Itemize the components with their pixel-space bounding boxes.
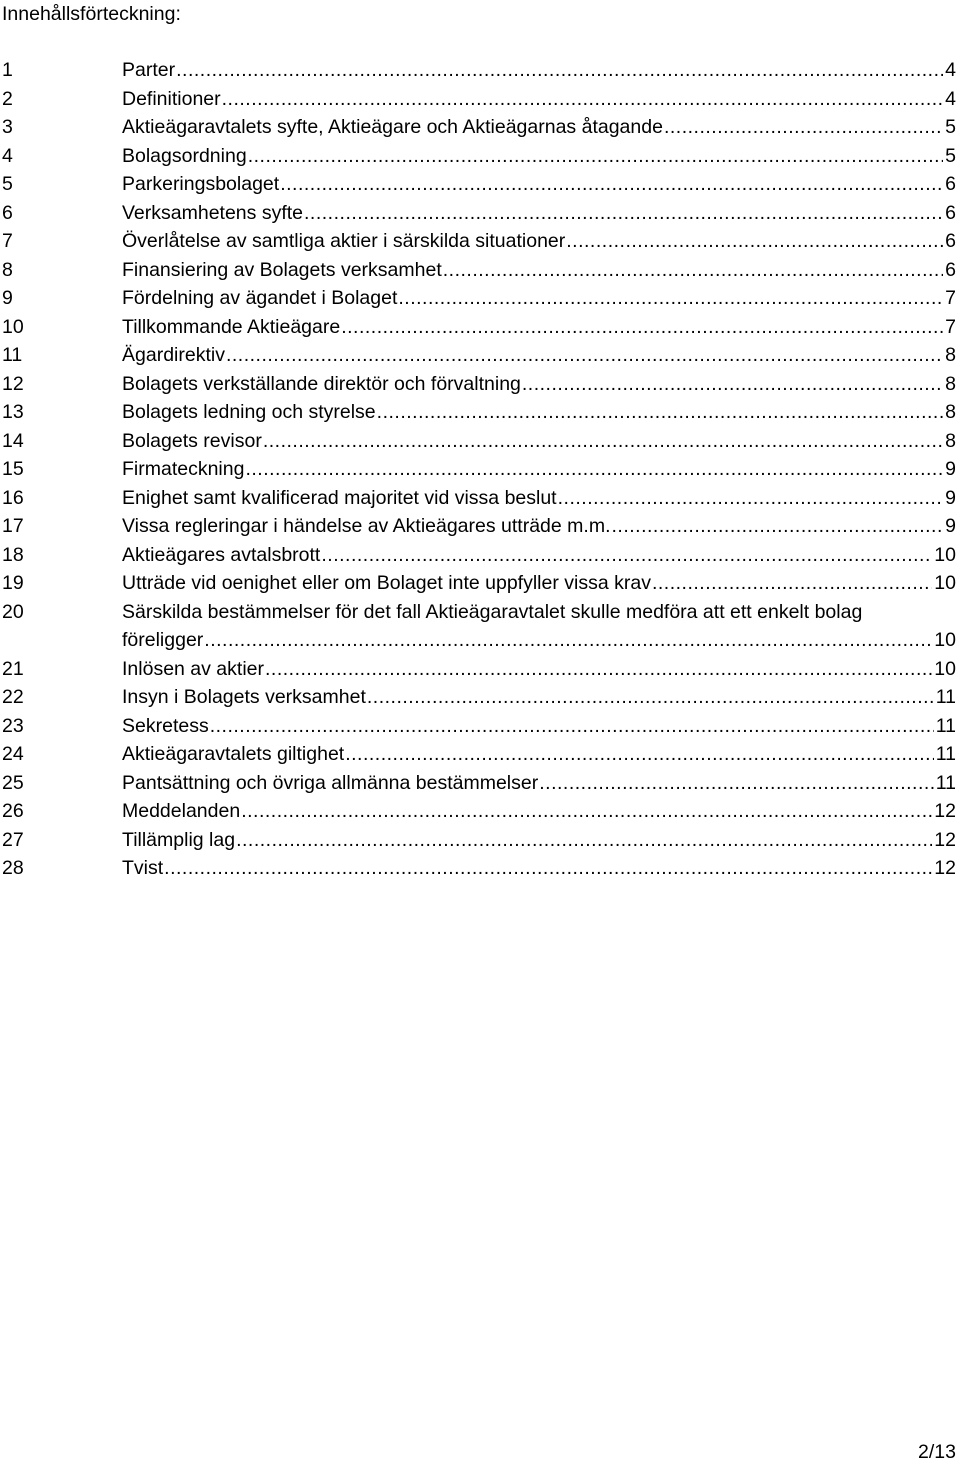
toc-entry-line	[122, 541, 956, 570]
toc-entry-body	[122, 740, 956, 769]
toc-entry-body	[122, 683, 956, 712]
toc-entry-title: Enighet samt kvalificerad majoritet vid vissa beslut	[122, 486, 557, 509]
toc-entry[interactable]	[0, 256, 960, 285]
toc-entry-number: 20	[2, 600, 24, 623]
toc-entry-body	[122, 113, 956, 142]
toc-entry-page: 4	[945, 87, 956, 110]
toc-entry-title: Sekretess	[122, 714, 209, 737]
toc-entry-title: Aktieägares avtalsbrott	[122, 543, 321, 566]
toc-entry-number: 14	[2, 429, 24, 452]
toc-entry-line	[122, 626, 956, 655]
toc-leader-dots	[164, 854, 932, 883]
toc-entry-page: 9	[945, 486, 956, 509]
toc-entry[interactable]	[0, 740, 960, 769]
toc-entry-page: 7	[945, 287, 956, 309]
toc-entry-line	[122, 56, 956, 85]
toc-entry-number: 12	[2, 372, 24, 395]
toc-entry[interactable]	[0, 113, 960, 142]
toc-entry-title: Aktieägaravtalets syfte, Aktieägare och Aktieägarnas åtagande	[122, 116, 663, 138]
toc-entry-line	[122, 370, 956, 399]
toc-entry-title: Definitioner	[122, 87, 221, 110]
toc-entry-body	[122, 199, 956, 228]
toc-entry-number: 23	[2, 714, 24, 737]
toc-leader-dots	[377, 398, 943, 427]
toc-entry-body	[122, 598, 956, 655]
toc-entry-line	[122, 113, 956, 142]
toc-entry-number: 5	[2, 173, 13, 195]
toc-entry-page: 11	[935, 686, 956, 708]
toc-entry-body	[122, 142, 956, 171]
toc-leader-dots	[210, 712, 934, 741]
toc-entry-page: 6	[945, 230, 956, 252]
toc-entry-page: 5	[945, 144, 956, 167]
toc-entry-title: Finansiering av Bolagets verksamhet	[122, 258, 442, 281]
toc-entry[interactable]	[0, 56, 960, 85]
toc-entry-number: 9	[2, 287, 13, 309]
toc-entry[interactable]	[0, 854, 960, 883]
toc-leader-dots	[263, 427, 943, 456]
toc-entry[interactable]	[0, 199, 960, 228]
toc-entry-line	[122, 484, 956, 513]
toc-leader-dots	[204, 626, 932, 655]
toc-entry-page: 5	[945, 116, 956, 138]
toc-entry-title: Ägardirektiv	[122, 344, 225, 366]
toc-entry-line	[122, 797, 956, 826]
toc-entry[interactable]	[0, 370, 960, 399]
toc-entry-line	[122, 740, 956, 769]
toc-entry-body	[122, 826, 956, 855]
toc-entry[interactable]	[0, 569, 960, 598]
toc-leader-dots	[566, 227, 943, 256]
toc-leader-dots	[226, 341, 943, 370]
toc-leader-dots	[652, 569, 932, 598]
toc-entry-body	[122, 854, 956, 883]
toc-entry[interactable]	[0, 85, 960, 114]
toc-entry-line	[122, 427, 956, 456]
toc-entry-number: 17	[2, 515, 24, 537]
toc-entry-title: Aktieägaravtalets giltighet	[122, 743, 345, 765]
toc-entry-page: 11	[935, 743, 956, 765]
toc-entry-body	[122, 797, 956, 826]
toc-entry[interactable]	[0, 170, 960, 199]
toc-entry-line	[122, 85, 956, 114]
toc-entry-page: 7	[945, 315, 956, 338]
toc-entry-page: 4	[945, 59, 956, 81]
toc-entry-line	[122, 854, 956, 883]
toc-leader-dots	[367, 683, 934, 712]
toc-entry[interactable]	[0, 313, 960, 342]
toc-leader-dots	[248, 142, 943, 171]
toc-entry-title: Bolagets ledning och styrelse	[122, 401, 376, 423]
toc-entry[interactable]	[0, 455, 960, 484]
toc-entry-body	[122, 284, 956, 313]
toc-entry[interactable]	[0, 797, 960, 826]
toc-leader-dots	[241, 797, 932, 826]
toc-entry[interactable]	[0, 655, 960, 684]
toc-entry-number: 24	[2, 743, 24, 765]
toc-leader-dots	[321, 541, 932, 570]
toc-entry-number: 8	[2, 258, 13, 281]
toc-entry[interactable]	[0, 512, 960, 541]
toc-entry-number: 19	[2, 572, 24, 594]
toc-leader-dots	[245, 455, 943, 484]
toc-entry-page: 10	[934, 543, 956, 566]
toc-entry-page: 10	[934, 657, 956, 680]
toc-leader-dots	[341, 313, 943, 342]
toc-entry-title: Överlåtelse av samtliga aktier i särskilda situationer	[122, 230, 566, 252]
toc-entry-title: Meddelanden	[122, 800, 241, 822]
toc-entry-title: Firmateckning	[122, 458, 245, 480]
toc-entry-page: 9	[945, 458, 956, 480]
toc-entry-line	[122, 826, 956, 855]
toc-entry[interactable]	[0, 398, 960, 427]
toc-entry-body	[122, 484, 956, 513]
toc-entry-title: Verksamhetens syfte	[122, 201, 304, 224]
toc-entry-line	[122, 512, 956, 541]
toc-entry-page: 11	[935, 714, 956, 737]
toc-entry-page: 9	[945, 515, 956, 537]
toc-entry-page: 6	[945, 173, 956, 195]
toc-entry[interactable]	[0, 541, 960, 570]
toc-entry-line	[122, 170, 956, 199]
toc-entry-page: 6	[945, 201, 956, 224]
toc-entry-line-first	[122, 598, 956, 627]
toc-entry-number: 26	[2, 800, 24, 822]
toc-entry[interactable]	[0, 427, 960, 456]
toc-leader-dots	[539, 769, 934, 798]
toc-entry-body	[122, 341, 956, 370]
toc-entry-number: 27	[2, 828, 24, 851]
toc-entry-line	[122, 683, 956, 712]
toc-leader-dots	[304, 199, 943, 228]
toc-entry-title: Tvist	[122, 857, 164, 879]
toc-list	[0, 56, 960, 883]
toc-entry-number: 4	[2, 144, 13, 167]
toc-entry-title: Inlösen av aktier	[122, 657, 264, 680]
toc-entry-body	[122, 370, 956, 399]
toc-entry-title: Pantsättning och övriga allmänna bestämmelser	[122, 771, 539, 794]
toc-leader-dots	[611, 512, 943, 541]
toc-entry-title-line1: Särskilda bestämmelser för det fall Aktieägaravtalet skulle medföra att ett enkelt bolag	[122, 600, 863, 623]
toc-entry-line	[122, 199, 956, 228]
toc-entry-body	[122, 85, 956, 114]
toc-entry-body	[122, 427, 956, 456]
toc-entry-line	[122, 569, 956, 598]
toc-entry-title: Bolagsordning	[122, 144, 247, 167]
toc-entry-title: Fördelning av ägandet i Bolaget	[122, 287, 398, 309]
toc-entry-number: 11	[2, 344, 23, 366]
toc-entry-number: 3	[2, 116, 13, 138]
toc-entry-title: föreligger	[122, 629, 204, 651]
toc-leader-dots	[265, 655, 932, 684]
toc-entry-page: 11	[935, 771, 956, 794]
toc-entry-line	[122, 712, 956, 741]
toc-leader-dots	[236, 826, 932, 855]
toc-entry-number: 15	[2, 458, 24, 480]
toc-entry-page: 12	[934, 828, 956, 851]
toc-entry-number: 1	[2, 59, 13, 81]
toc-leader-dots	[443, 256, 943, 285]
toc-entry[interactable]	[0, 598, 960, 655]
toc-entry-number: 18	[2, 543, 24, 566]
toc-entry-line	[122, 256, 956, 285]
toc-entry-body	[122, 170, 956, 199]
toc-entry-body	[122, 256, 956, 285]
toc-entry-line	[122, 313, 956, 342]
toc-entry[interactable]	[0, 341, 960, 370]
toc-entry-title: Tillämplig lag	[122, 828, 236, 851]
toc-entry-body	[122, 541, 956, 570]
toc-entry-page: 8	[945, 401, 956, 423]
toc-entry-page: 8	[945, 344, 956, 366]
toc-entry-body	[122, 569, 956, 598]
toc-entry-page: 10	[934, 572, 956, 594]
toc-entry-title: Parter	[122, 59, 176, 81]
toc-entry[interactable]	[0, 712, 960, 741]
toc-entry-number: 6	[2, 201, 13, 224]
toc-entry[interactable]	[0, 769, 960, 798]
page-number-indicator: 2/13	[918, 1441, 956, 1463]
toc-entry-page: 8	[945, 429, 956, 452]
toc-entry-line	[122, 142, 956, 171]
toc-entry-number: 22	[2, 686, 24, 708]
toc-entry-page: 6	[945, 258, 956, 281]
toc-entry-title: Insyn i Bolagets verksamhet	[122, 686, 366, 708]
toc-entry-number: 10	[2, 315, 24, 338]
toc-entry-title: Parkeringsbolaget	[122, 173, 280, 195]
toc-entry-body	[122, 655, 956, 684]
toc-entry-page: 12	[934, 857, 956, 879]
toc-entry-line	[122, 227, 956, 256]
toc-entry-title: Vissa regleringar i händelse av Aktieägares utträde m.m.	[122, 515, 611, 537]
toc-entry-page: 10	[934, 629, 956, 651]
toc-entry-page: 12	[934, 800, 956, 822]
toc-entry-title: Tillkommande Aktieägare	[122, 315, 341, 338]
toc-entry[interactable]	[0, 826, 960, 855]
toc-leader-dots	[664, 113, 943, 142]
toc-entry[interactable]	[0, 142, 960, 171]
toc-entry-number: 25	[2, 771, 24, 794]
toc-entry-number: 21	[2, 657, 24, 680]
toc-entry-body	[122, 313, 956, 342]
toc-entry-body	[122, 227, 956, 256]
toc-entry-number: 2	[2, 87, 13, 110]
toc-entry[interactable]	[0, 683, 960, 712]
toc-entry-line	[122, 284, 956, 313]
toc-entry-title: Bolagets verkställande direktör och förvaltning	[122, 372, 521, 395]
toc-entry[interactable]	[0, 284, 960, 313]
toc-entry-title: Utträde vid oenighet eller om Bolaget inte uppfyller vissa krav	[122, 572, 651, 594]
toc-leader-dots	[558, 484, 944, 513]
toc-leader-dots	[222, 85, 944, 114]
toc-entry-line	[122, 769, 956, 798]
toc-entry-number: 7	[2, 230, 13, 252]
toc-leader-dots	[522, 370, 943, 399]
toc-entry-line	[122, 341, 956, 370]
toc-entry[interactable]	[0, 227, 960, 256]
toc-entry-title: Bolagets revisor	[122, 429, 262, 452]
toc-entry-page: 8	[945, 372, 956, 395]
toc-entry-body	[122, 769, 956, 798]
toc-entry-body	[122, 398, 956, 427]
toc-entry-body	[122, 512, 956, 541]
toc-leader-dots	[398, 284, 943, 313]
toc-entry-line	[122, 455, 956, 484]
toc-entry-number: 28	[2, 857, 24, 879]
toc-entry[interactable]	[0, 484, 960, 513]
toc-leader-dots	[176, 56, 943, 85]
toc-entry-line	[122, 655, 956, 684]
toc-entry-number: 16	[2, 486, 24, 509]
toc-entry-body	[122, 56, 956, 85]
toc-entry-body	[122, 712, 956, 741]
toc-entry-line	[122, 398, 956, 427]
toc-entry-number: 13	[2, 401, 24, 423]
toc-leader-dots	[280, 170, 943, 199]
toc-leader-dots	[345, 740, 934, 769]
toc-entry-body	[122, 455, 956, 484]
toc-heading: Innehållsförteckning:	[2, 3, 181, 25]
